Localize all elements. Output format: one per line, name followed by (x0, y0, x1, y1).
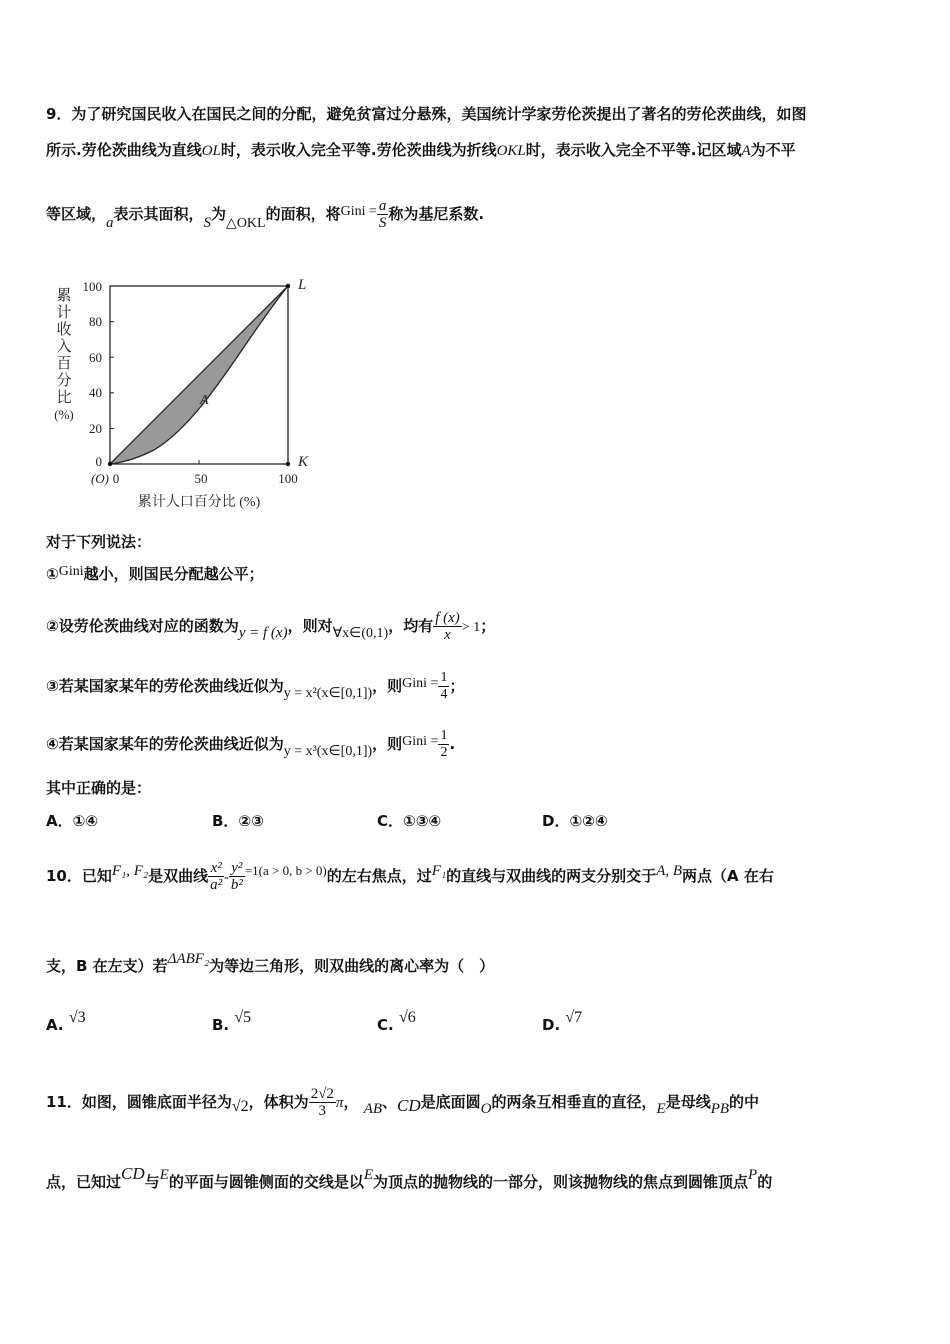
q9-text: 对于下列说法： (46, 533, 152, 551)
math-x-cubed: y = x³(x∈[0,1]) (283, 744, 373, 759)
q9-text: 为 (211, 205, 227, 223)
ytick-label: 60 (89, 350, 102, 365)
q10-text: 为等边三角形，则双曲线的离心率为（ ） (209, 957, 495, 975)
gini-quarter-fraction (438, 670, 449, 703)
statement-number: ③ (46, 677, 59, 695)
statement-text: 若某国家某年的劳伦茨曲线近似为 (58, 735, 284, 753)
math-pi: π (335, 1095, 344, 1111)
math-minus: - (224, 870, 229, 885)
statement-number: ④ (46, 735, 59, 753)
q11-text: 是底面圆 (420, 1093, 481, 1111)
y-axis-label (54, 287, 74, 422)
label-A: A (200, 393, 209, 408)
q9-text: 的面积，将 (265, 205, 341, 223)
q9-prompt (46, 532, 151, 552)
math-x-squared: y = x²(x∈[0,1]) (283, 686, 373, 701)
q11-text: 的 (757, 1173, 773, 1191)
xlabel: 累计人口百分比 (%) (137, 495, 261, 510)
frac-den: a² (210, 877, 223, 893)
q11-text: 为顶点的抛物线的一部分，则该抛物线的焦点到圆锥顶点 (373, 1173, 749, 1191)
statement-text: 若某国家某年的劳伦茨曲线近似为 (58, 677, 284, 695)
statement-text: . (449, 735, 456, 753)
math-OKL: OKL (496, 143, 526, 159)
q9-line2 (46, 140, 796, 161)
q11-text: 与 (144, 1173, 160, 1191)
frac-den: x (444, 627, 451, 643)
q9-option-c[interactable]: C．①③④ (377, 812, 442, 830)
statement-text: ，则 (372, 677, 403, 695)
statement-text: ，则对 (287, 617, 333, 635)
ytick-label: 20 (89, 421, 102, 436)
volume-fraction (309, 1086, 336, 1119)
q11-text: 的两条互相垂直的直径， (491, 1093, 657, 1111)
q11-text: ，体积为 (248, 1093, 309, 1111)
q11-text: 点，已知过 (46, 1173, 122, 1191)
frac-den: 4 (440, 687, 448, 702)
q10-line2 (46, 951, 495, 977)
statement-number: ② (46, 617, 59, 635)
statement-4 (46, 728, 455, 761)
statement-number: ① (46, 565, 59, 583)
q10-text: 支，B 在左支）若 (46, 957, 168, 975)
statement-text: 设劳伦茨曲线对应的函数为 (58, 617, 239, 635)
frac-num: 1 (440, 728, 448, 743)
q11-text: ， (343, 1093, 359, 1111)
fx-over-x-fraction (433, 610, 462, 643)
math-eq-rest: =1(a > 0, b > 0) (244, 863, 327, 878)
option-value: √5 (234, 1009, 252, 1026)
q10-text: 的左右焦点，过 (326, 867, 432, 885)
math-gini: Gini = (402, 734, 439, 749)
math-O: O (480, 1101, 492, 1117)
q10-text: 10．已知 (46, 867, 112, 885)
q9-line3 (46, 198, 484, 231)
option-value: √7 (565, 1009, 583, 1026)
q9-text: 等区域， (46, 205, 107, 223)
q9-option-a[interactable]: A．①④ (46, 812, 99, 830)
math-CD: CD (121, 1164, 145, 1183)
math-F1: F₁ (431, 863, 447, 879)
option-value: √6 (398, 1009, 416, 1026)
q9-option-d[interactable]: D．①②④ (542, 812, 608, 830)
origin-label: (O) (90, 471, 110, 486)
math-sqrt2: √2 (231, 1098, 249, 1115)
q9-text: 为不平 (750, 141, 796, 159)
frac-num: a (378, 198, 387, 214)
q10-option-a[interactable] (46, 1008, 86, 1034)
q10-line1 (46, 860, 774, 893)
ytick-label: 0 (95, 454, 102, 469)
q9-text: 所示.劳伦茨曲线为直线 (46, 141, 202, 159)
gini-half-fraction (438, 728, 449, 761)
math-A: A (741, 143, 751, 159)
option-label: B. (212, 1016, 230, 1034)
region-A (110, 286, 288, 464)
ylabel-char: 百 (56, 356, 72, 372)
statement-text: 越小，则国民分配越公平； (83, 565, 264, 583)
ylabel-char: 入 (56, 339, 72, 355)
math-S: S (203, 215, 212, 231)
q11-text: 的平面与圆锥侧面的交线是以 (168, 1173, 364, 1191)
math-triangle-ABF2: ΔABF₂ (167, 951, 210, 967)
q10-option-d[interactable] (542, 1008, 583, 1034)
xtick-label: 0 (112, 471, 120, 486)
q9-text: 表示其面积， (113, 205, 204, 223)
ytick-label: 100 (82, 279, 102, 294)
ytick-label: 80 (89, 314, 102, 329)
q10-option-c[interactable] (377, 1008, 416, 1034)
math-forall: ∀x∈(0,1) (332, 626, 389, 641)
frac-num: 1 (440, 670, 448, 685)
ylabel-char: 比 (56, 390, 72, 406)
math-E: E (159, 1167, 169, 1183)
frac-den: S (378, 215, 387, 231)
x-sq-over-a-sq (208, 860, 224, 893)
ylabel-unit: (%) (54, 407, 74, 422)
math-AB: AB (363, 1101, 383, 1117)
option-label: C. (377, 1016, 394, 1034)
q9-which (46, 778, 151, 798)
ytick-label: 40 (89, 385, 102, 400)
q11-text: 、 (382, 1093, 398, 1111)
point-L (286, 284, 290, 288)
xtick-label: 50 (194, 471, 208, 486)
gini-fraction (377, 198, 389, 231)
label-L: L (298, 277, 307, 293)
q10-text: 的直线与双曲线的两支分别交于 (446, 867, 657, 885)
frac-den: b² (230, 877, 243, 893)
option-label: A. (46, 1016, 64, 1034)
math-E: E (363, 1167, 374, 1183)
q9-text: 时，表示收入完全平等.劳伦茨曲线为折线 (220, 141, 497, 159)
math-gini: Gini = (402, 676, 439, 691)
q11-line1 (46, 1086, 759, 1119)
math-gini: Gini (58, 564, 84, 579)
math-triangle-OKL: △OKL (226, 216, 266, 231)
statement-text: ，则 (372, 735, 403, 753)
xtick-label: 100 (278, 471, 298, 486)
q10-text: 两点（A 在右 (682, 867, 774, 885)
math-E: E (656, 1101, 666, 1117)
frac-num: x² (208, 860, 224, 877)
math-a: a (106, 215, 114, 231)
statement-3 (46, 670, 464, 703)
ylabel-char: 收 (56, 322, 72, 338)
math-AB: A, B (656, 863, 683, 879)
q9-text: 时，表示收入完全不平等.记区域 (525, 141, 742, 159)
statement-1 (46, 564, 264, 586)
statement-2 (46, 610, 495, 643)
ylabel-char: 分 (56, 373, 72, 389)
ylabel-char: 计 (56, 305, 72, 321)
math-OL: OL (201, 143, 221, 159)
q9-line1 (46, 104, 806, 124)
math-P: P (748, 1167, 758, 1183)
q10-option-b[interactable] (212, 1008, 252, 1034)
point-O (108, 462, 112, 466)
math-gt: > 1 (461, 620, 481, 635)
math-PB: PB (710, 1101, 730, 1117)
lorenz-figure (44, 270, 324, 520)
q11-text: 11．如图，圆锥底面半径为 (46, 1093, 232, 1111)
frac-num: y² (229, 860, 245, 877)
q11-text: 的中 (729, 1093, 760, 1111)
point-K (286, 462, 290, 466)
math-CD: CD (397, 1096, 421, 1115)
math-foci: F₁, F₂ (111, 863, 149, 879)
y-sq-over-b-sq (229, 860, 245, 893)
frac-den: 3 (318, 1103, 327, 1119)
q9-text: 称为基尼系数. (388, 205, 485, 223)
statement-text: ，均有 (388, 617, 434, 635)
statement-text: ； (480, 617, 496, 635)
statement-text: ； (449, 677, 465, 695)
q9-option-b[interactable]: B．②③ (212, 812, 264, 830)
q10-text: 是双曲线 (148, 867, 209, 885)
option-value: √3 (68, 1009, 86, 1026)
math-gini: Gini = (340, 204, 377, 219)
frac-num: 2√2 (310, 1086, 334, 1102)
frac-den: 2 (440, 745, 448, 760)
option-label: D. (542, 1016, 561, 1034)
label-K: K (298, 454, 309, 470)
math-fx: y = f (x) (238, 625, 288, 641)
q11-line2 (46, 1164, 773, 1193)
q11-text: 是母线 (665, 1093, 711, 1111)
ylabel-char: 累 (56, 288, 72, 304)
q9-text: 9．为了研究国民收入在国民之间的分配，避免贫富过分悬殊，美国统计学家劳伦茨提出了著名的劳伦茨曲线，如图 (46, 105, 807, 123)
q9-text: 其中正确的是： (46, 779, 152, 797)
frac-num: f (x) (435, 610, 460, 626)
